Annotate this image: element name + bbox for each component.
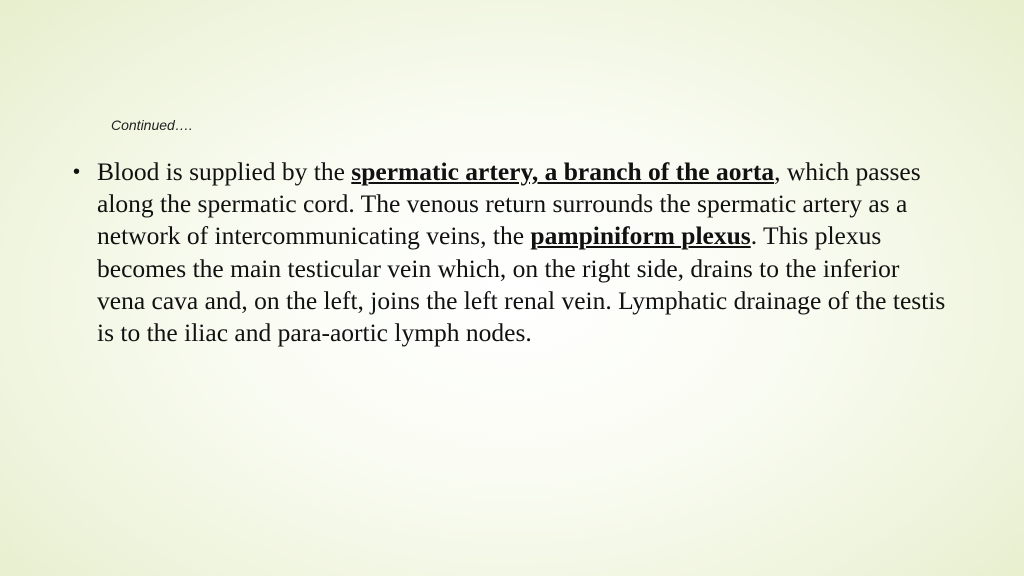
- slide-subtitle: Continued….: [111, 117, 193, 133]
- term-pampiniform-plexus: pampiniform plexus: [530, 221, 751, 251]
- bullet-item: [73, 156, 953, 349]
- paragraph-text-3: . This plexus becomes the main testicular vein which, on the right side, drains to the inferior vena cava and, on the left, joins the left renal vein. Lymphatic drainage of the testis is to the iliac and para-aortic lymph nodes.: [97, 221, 946, 348]
- bullet-list: [73, 156, 953, 349]
- bullet-icon: •: [73, 161, 81, 183]
- paragraph-text-1: Blood is supplied by the: [97, 157, 352, 186]
- paragraph-text-2: , which passes along the spermatic cord. The venous return surrounds the spermatic artery as a network of intercommunicating veins, the: [97, 157, 921, 251]
- term-spermatic-artery: spermatic artery, a branch of the aorta: [351, 157, 775, 186]
